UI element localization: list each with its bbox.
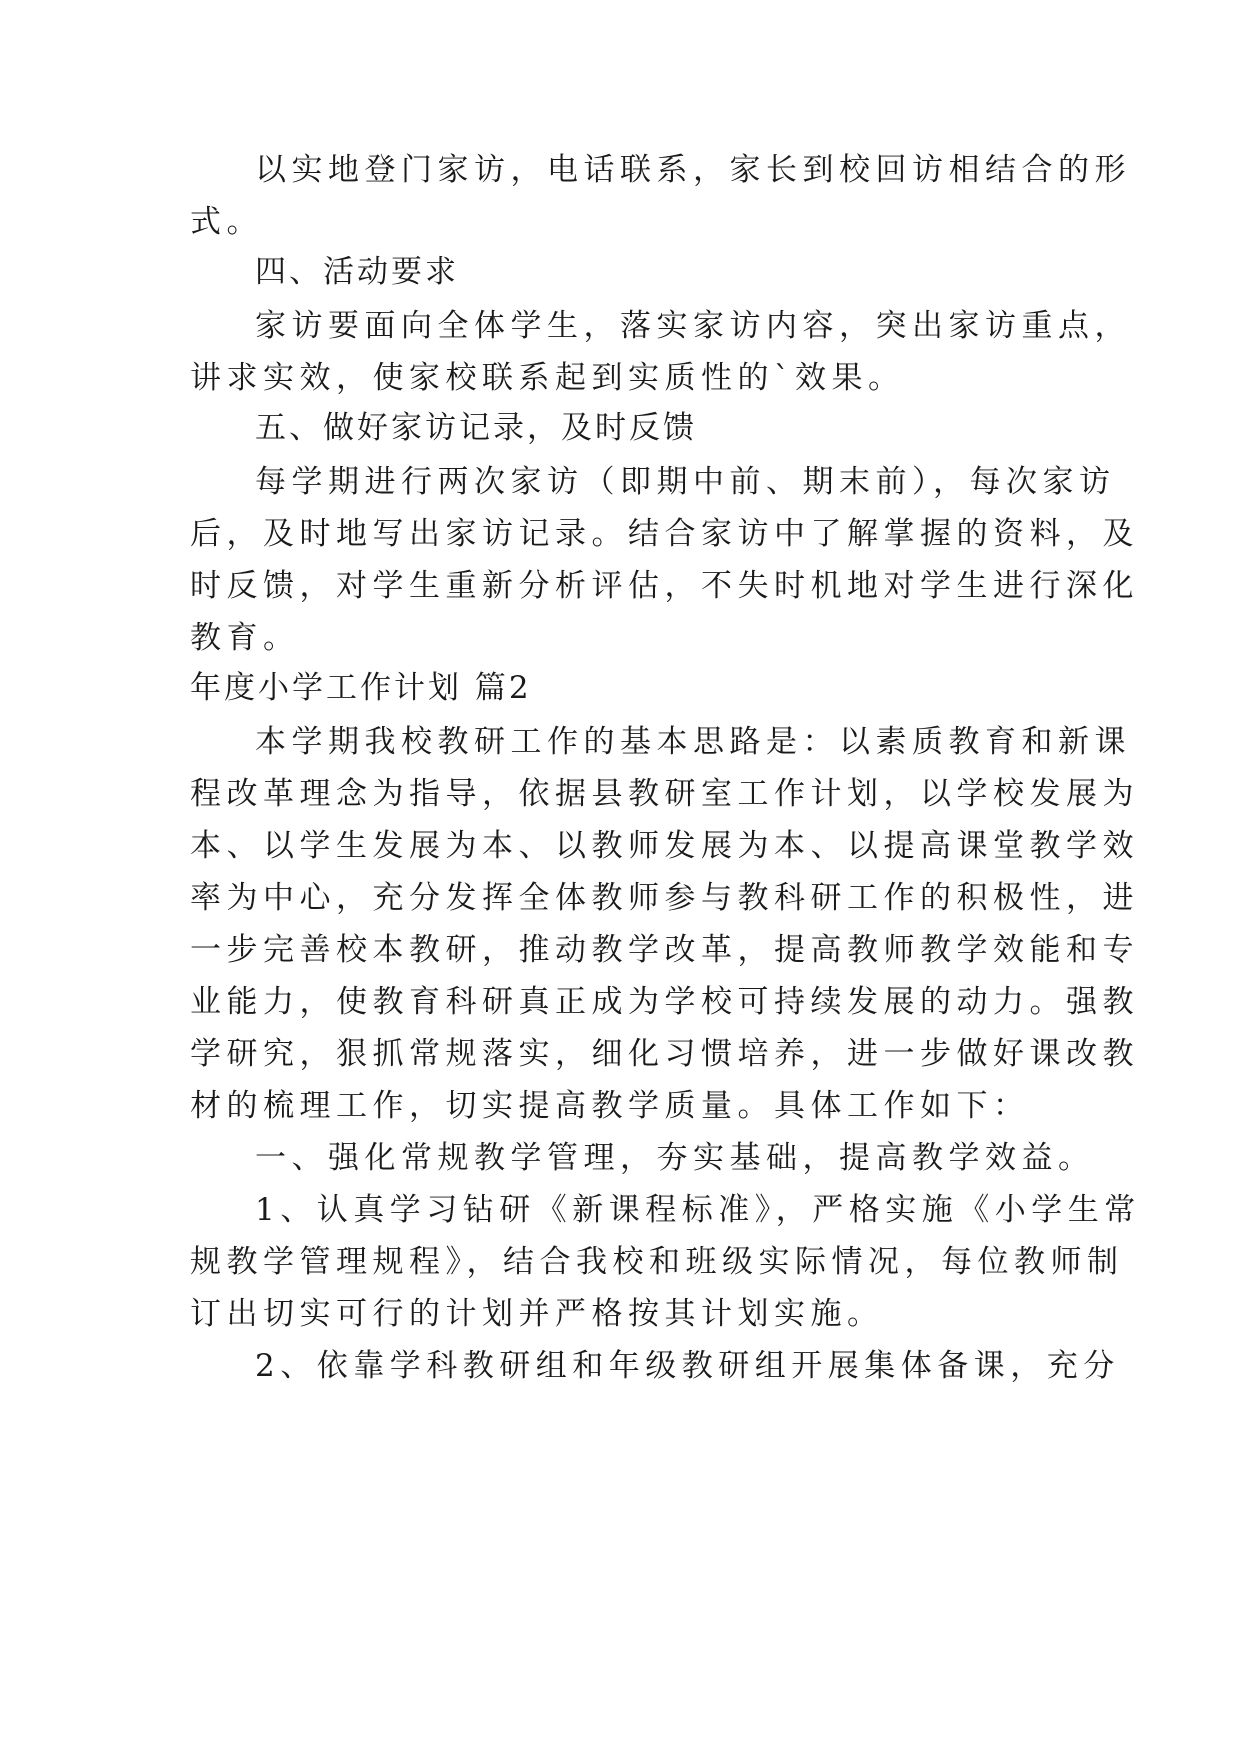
- section-heading: 四、活动要求: [255, 254, 459, 290]
- paragraph-line: 本学期我校教研工作的基本思路是：以素质教育和新课: [255, 724, 1131, 760]
- paragraph-line: 后，及时地写出家访记录。结合家访中了解掌握的资料，及: [190, 516, 1139, 552]
- paragraph-line: 教育。: [190, 620, 300, 656]
- section-heading: 五、做好家访记录，及时反馈: [255, 410, 697, 446]
- paragraph-line: 时反馈，对学生重新分析评估，不失时机地对学生进行深化: [190, 568, 1139, 604]
- paragraph-line: 讲求实效，使家校联系起到实质性的`效果。: [190, 360, 905, 396]
- document-heading: 年度小学工作计划 篇2: [190, 670, 532, 706]
- paragraph-line: 以实地登门家访，电话联系，家长到校回访相结合的形: [255, 152, 1131, 188]
- paragraph-line: 率为中心，充分发挥全体教师参与教科研工作的积极性，进: [190, 880, 1139, 916]
- paragraph-line: 每学期进行两次家访（即期中前、期末前），每次家访: [255, 464, 1116, 500]
- paragraph-line: 式。: [190, 204, 263, 240]
- paragraph-line: 本、以学生发展为本、以教师发展为本、以提高课堂教学效: [190, 828, 1139, 864]
- paragraph-line: 订出切实可行的计划并严格按其计划实施。: [190, 1296, 884, 1332]
- paragraph-line: 业能力，使教育科研真正成为学校可持续发展的动力。强教: [190, 984, 1139, 1020]
- paragraph-line: 一步完善校本教研，推动教学改革，提高教师教学效能和专: [190, 932, 1139, 968]
- paragraph-line: 一、强化常规教学管理，夯实基础，提高教学效益。: [255, 1140, 1095, 1176]
- paragraph-line: 程改革理念为指导，依据县教研室工作计划，以学校发展为: [190, 776, 1139, 812]
- paragraph-line: 规教学管理规程》，结合我校和班级实际情况，每位教师制: [190, 1244, 1124, 1280]
- paragraph-line: 家访要面向全体学生，落实家访内容，突出家访重点，: [255, 308, 1131, 344]
- paragraph-line: 学研究，狠抓常规落实，细化习惯培养，进一步做好课改教: [190, 1036, 1139, 1072]
- paragraph-line: 2、依靠学科教研组和年级教研组开展集体备课，充分: [255, 1348, 1120, 1384]
- paragraph-line: 1、认真学习钻研《新课程标准》，严格实施《小学生常: [255, 1192, 1141, 1228]
- paragraph-line: 材的梳理工作，切实提高教学质量。具体工作如下：: [190, 1088, 1030, 1124]
